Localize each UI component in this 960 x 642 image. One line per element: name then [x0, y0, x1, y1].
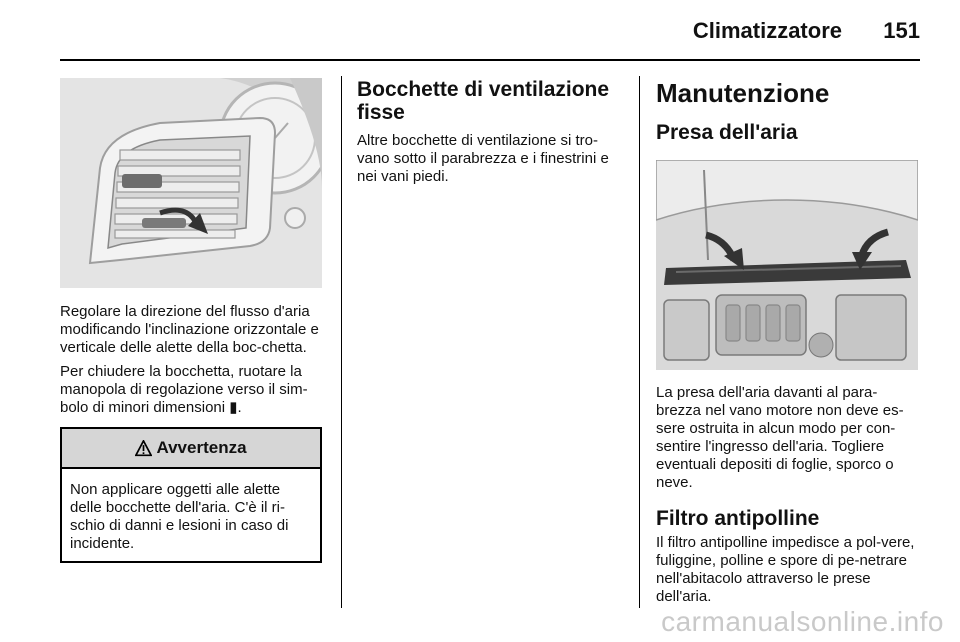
warning-text: Non applicare oggetti alle alette delle bocchette dell'aria. C'è il ri-schio di danni e lesioni in caso di incidente.	[70, 481, 289, 552]
heading-fixed-vents: Bocchette di ventilazione fisse	[357, 78, 610, 124]
column-divider-2	[639, 76, 640, 608]
warning-icon	[135, 440, 152, 457]
warning-header	[62, 429, 320, 469]
column-divider-1	[341, 76, 342, 608]
air-vent-illustration	[60, 78, 322, 288]
column-right	[656, 78, 920, 606]
warning-title: Avvertenza	[156, 438, 247, 457]
paragraph-close-vent: Per chiudere la bocchetta, ruotare la manopola di regolazione verso il sim-bolo di minori dimensioni ▮.	[60, 363, 308, 416]
page-header	[0, 0, 960, 62]
heading-maintenance: Manutenzione	[656, 78, 830, 108]
column-left	[60, 78, 322, 563]
paragraph-air-intake: La presa dell'aria davanti al para-brezza nel vano motore non deve es-sere ostruita in alcun modo per con-sentire l'ingresso dell'aria. Togliere eventuali depositi di foglie, sporco o neve.	[656, 384, 904, 491]
watermark: carmanualsonline.info	[661, 606, 944, 637]
header-rule	[60, 59, 920, 61]
section-title: Climatizzatore	[692, 18, 842, 43]
page-number: 151	[883, 18, 920, 43]
column-middle	[357, 78, 619, 186]
heading-pollen-filter: Filtro antipolline	[656, 507, 820, 530]
paragraph-pollen-filter: Il filtro antipolline impedisce a pol-vere, fuliggine, polline e spore di pe-netrare nell'abitacolo attraverso le prese dell'aria.	[656, 534, 915, 605]
warning-box	[60, 427, 322, 563]
paragraph-fixed-vents: Altre bocchette di ventilazione si tro-vano sotto il parabrezza e i finestrini e nei vani piedi.	[357, 132, 609, 185]
paragraph-adjust-direction: Regolare la direzione del flusso d'aria modificando l'inclinazione orizzontale e verticale delle alette della boc-chetta.	[60, 303, 319, 356]
engine-compartment-illustration	[656, 160, 918, 370]
heading-air-intake: Presa dell'aria	[656, 121, 798, 144]
